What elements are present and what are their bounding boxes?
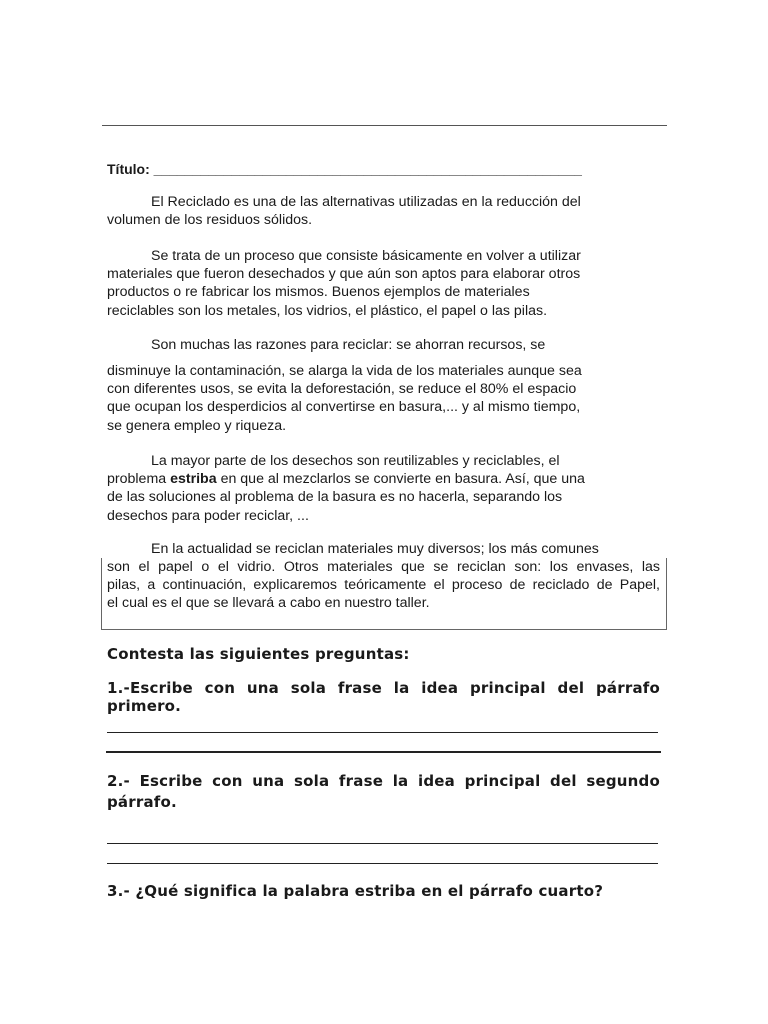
paragraph-text: problema: [107, 471, 171, 488]
paragraph-text: en que al mezclarlos se convierte en basura. Así, que una: [216, 471, 585, 488]
paragraph-line: el cual es el que se llevará a cabo en nuestro taller.: [107, 595, 430, 612]
question-line: 2.- Escribe con una sola frase la idea principal del segundo: [107, 772, 660, 790]
paragraph-line: Son muchas las razones para reciclar: se ahorran recursos, se: [151, 337, 546, 353]
paragraph-line: El Reciclado es una de las alternativas utilizadas en la reducción del: [151, 194, 581, 210]
question-line: párrafo.: [107, 793, 177, 811]
question-2: [107, 771, 660, 813]
paragraph-line: de las soluciones al problema de la basura es no hacerla, separando los: [107, 489, 563, 506]
paragraph-line: Se trata de un proceso que consiste básicamente en volver a utilizar: [151, 248, 581, 264]
paragraph-line: En la actualidad se reciclan materiales muy diversos; los más comunes: [151, 541, 599, 557]
paragraph-5: [107, 558, 660, 613]
paragraph-2: [107, 247, 617, 320]
paragraph-line: materiales que fueron desechados y que aún son aptos para elaborar otros: [107, 266, 581, 283]
paragraph-line: desechos para poder reciclar, ...: [107, 507, 309, 524]
question-3: 3.- ¿Qué significa la palabra estriba en el párrafo cuarto?: [107, 882, 604, 900]
title-label: Título:: [107, 161, 150, 177]
questions-heading: Contesta las siguientes preguntas:: [107, 645, 410, 663]
answer-line-1b[interactable]: [106, 751, 661, 753]
paragraph-1: [107, 193, 617, 229]
paragraph-line: con diferentes usos, se evita la deforestación, se reduce el 80% el espacio: [107, 381, 577, 398]
paragraph-line: pilas, a continuación, explicaremos teóricamente el proceso de reciclado de Papel,: [107, 577, 660, 594]
answer-line-2b[interactable]: [107, 863, 658, 864]
paragraph-line: La mayor parte de los desechos son reutilizables y reciclables, el: [151, 453, 560, 469]
answer-line-1a[interactable]: [107, 732, 658, 733]
paragraph-line: son el papel o el vidrio. Otros materiales que se reciclan son: los envases, las: [107, 559, 660, 575]
paragraph-4: [107, 452, 617, 525]
paragraph-line: volumen de los residuos sólidos.: [107, 212, 313, 229]
question-line: 1.-Escribe con una sola frase la idea principal del párrafo: [107, 679, 660, 697]
title-blank: _______________________________________________________: [153, 161, 582, 177]
paragraph-line: productos o re fabricar los mismos. Buenos ejemplos de materiales: [107, 284, 530, 301]
paragraph-5-first-line: [107, 540, 617, 558]
paragraph-line: [107, 470, 617, 488]
paragraph-line: reciclables son los metales, los vidrios, el plástico, el papel o las pilas.: [107, 302, 548, 319]
keyword-estriba: estriba: [170, 471, 217, 488]
paragraph-line: que ocupan los desperdicios al convertirse en basura,... y al mismo tiempo,: [107, 399, 581, 416]
paragraph-line: se genera empleo y riqueza.: [107, 417, 287, 434]
paragraph-3-first-line: [107, 336, 617, 354]
title-field: [107, 161, 582, 177]
question-line: primero.: [107, 697, 182, 715]
question-1: [107, 679, 660, 715]
top-rule: [102, 125, 667, 126]
paragraph-line: disminuye la contaminación, se alarga la vida de los materiales aunque sea: [107, 363, 582, 379]
paragraph-3: [107, 362, 617, 435]
answer-line-2a[interactable]: [107, 843, 658, 844]
